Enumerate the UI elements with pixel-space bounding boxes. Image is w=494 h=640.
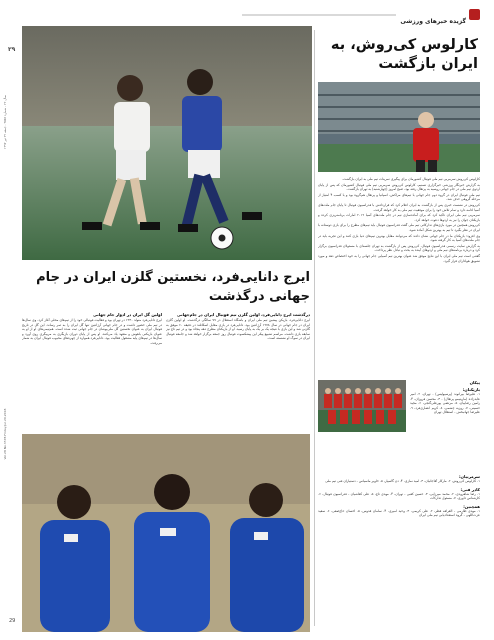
column-divider	[314, 30, 315, 626]
taj-team-photo	[22, 434, 310, 632]
article1-title: کارلوس کی‌روش، به ایران بازگشت	[330, 37, 478, 72]
article1-paragraph: وی افزود: بازیکنان ما در جام جهانی نشان دادند که می‌توانند مقابل بهترین تیم‌های دنیا بازی کنند و این تجربه باید در جام ملت‌های آسیا به کار گرفته شود.	[318, 233, 480, 243]
article2-text-right: ایرج دانایی‌فرد، بازیکن پیشین تیم ملی ایران و باشگاه استقلال در ۷۷ سالگی درگذشت. او اولین گلزن ایران در جام جهانی در سال ۱۹۷۸ آرژانتین بود. دانایی‌فرد در بازی مقابل اسکاتلند در دقیقه ۶۰ موفق به گلزنی شد و این بازی با نتیجه یک بر یک به پایان رسید. او از بازیکنان مطرح دهه پنجاه بود و در تیم تاج نیز سابقه بازی داشت. مراسم تشییع پیکر این پیشکسوت فوتبال روز جمعه برگزار خواهد شد و جامعه فوتبال ایران در سوگ او نشسته است.	[166, 318, 310, 341]
team-photo	[318, 380, 406, 432]
vintage-match-photo	[22, 26, 312, 260]
article1-paragraph: تیم ملی فوتبال ایران در گروه دوم جام جهانی با تیم‌های مراکش، اسپانیا و پرتغال هم‌گروه بود و با کسب ۴ امتیاز از مرحله گروهی حذف شد.	[318, 192, 480, 202]
extras-list: ۱. مهدی طارمی - الغرافه قطر، ۲. علی کریمی، ۳. وحید امیری، ۴. سامان قدوس، ۵. احسان حاج‌صفی، ۶. سعید عزت‌اللهی - گروه استعدادیابی تیم ملی ایران	[318, 508, 480, 518]
team-lineup-illustration	[318, 380, 406, 432]
article1-paragraph: کی‌روش در نشست خبری پس از بازگشت به ایران اعلام کرد که قراردادش با فدراسیون فوتبال تا پایان جام ملت‌های آسیا ادامه دارد و تمام تلاش خود را برای موفقیت تیم ملی به کار خواهد گرفت.	[318, 202, 480, 212]
article1-paragraph: گفتنی است تیم ملی ایران با این نتایج موفق شد عنوان بهترین تیم آسیایی جام جهانی را به خود اختصاص دهد و مورد تشویق هواداران قرار گیرد.	[318, 253, 480, 263]
article1-paragraph: سرمربی تیم ملی ایران تاکید کرد که برای آماده‌سازی تیم در جام ملت‌های آسیا ۲۰۱۹ امارات برنامه‌ریزی کرده و بازیکنان جوان را نیز به اردوها دعوت خواهد کرد.	[318, 213, 480, 222]
header-accent-bar	[242, 14, 422, 16]
lists-block	[318, 474, 480, 624]
lists-side-box	[410, 380, 480, 472]
article2-col-left	[22, 312, 162, 430]
players-list: ۱. علیرضا بیرانوند (پرسپولیس) - تهران، ۲. امیر عابدزاده (ماریتیمو پرتغال) - ۳. محسن فروزان، ۴. رامین رضاییان، ۵. مرتضی پورعلی‌گنجی، ۶. مجید حسینی، ۷. روزبه چشمی، ۸. کریم انصاری‌فرد، ۹. علیرضا جهانبخش - استقلال تهران	[410, 392, 480, 415]
extras-heading: همچنین:	[463, 503, 480, 509]
vertical-date-top: سال ۲۲ - شماره ۳۵۷۸ - جمعه ۲۹ تیر ۱۳۹۷	[3, 95, 7, 149]
article2-subhead-left: اولین گل ایران در ادوار جام جهانی	[93, 312, 162, 317]
coaches-list: ۱. کارلوس کی‌روش، ۲. مارکار آقاجانیان، ۳. امید نمازی، ۴. دن گاسپار، ۵. خاویر ماسیاس - دستیاران فنی تیم ملی	[325, 479, 480, 483]
stadium-kiroosh-illustration	[318, 82, 480, 172]
taj-players-illustration	[22, 434, 310, 632]
page-number-bottom: 29	[9, 618, 16, 624]
article1-paragraph: به گزارش سایت رسمی فدراسیون فوتبال، کی‌روش پس از بازگشت به تهران جلسه‌ای با مسئولان فدراسیون برگزار کرد و درباره برنامه‌های تیم ملی و اردوهای آینده به بحث و تبادل نظر پرداخت.	[318, 243, 480, 253]
article1-paragraph: کارلوس کی‌روش سرمربی تیم ملی فوتبال کشورمان برای پیگیری تمرینات تیم ملی به ایران بازگشت.	[342, 177, 480, 181]
team-caption: پیکان	[469, 380, 480, 385]
section-header	[242, 8, 480, 25]
article2-subhead-right: درگذشت ایرج دانایی‌فرد، اولین گلزن تیم فوتبال ایران در جام‌جهانی	[177, 312, 310, 317]
kiroosh-photo	[318, 82, 480, 172]
section-title: گزیده خبرهای ورزشی	[400, 18, 466, 25]
players-heading: بازیکنان:	[462, 387, 480, 392]
article2-text-left: ایرج دانایی‌فرد متولد ۱۳۳۰ در تهران بود و فعالیت فوتبالی خود را از تیم‌های محلی آغاز کرد. وی سال‌ها در تیم ملی حضور داشت و در جام جهانی آرژانتین تنها گل ایران را به ثمر رساند. این گل در تاریخ فوتبال ایران به عنوان نخستین گل ملی‌پوشان در جام جهانی ثبت شده است. هم‌تیمی‌های او از او به عنوان بازیکنی باهوش و متعهد یاد می‌کنند. او پس از پایان دوران بازیگری به مربیگری روی آورد و سال‌ها در تیم‌های پایه مشغول فعالیت بود. دانایی‌فرد همواره از چهره‌های محبوب فوتبال ایران به شمار می‌رفت.	[22, 318, 162, 345]
vintage-match-illustration	[22, 26, 312, 260]
article1-paragraph: به گزارش خبرنگار ورزشی خبرگزاری تسنیم، کارلوس کی‌روش سرمربی تیم ملی فوتبال کشورمان که پس از پایان اردوی تیم ملی در جام جهانی روسیه به پرتغال رفته بود، صبح امروز (چهارشنبه) به تهران بازگشت.	[318, 182, 480, 192]
article1-paragraph: کی‌روش همچنین در مورد بازی‌های تدارکاتی تیم ملی گفت فدراسیون فوتبال باید تیم‌های مطرح را برای بازی دوستانه با ایران در نظر بگیرد تا تیم به بهترین شکل آماده شود.	[318, 223, 480, 232]
vertical-date-bottom: Vol.28 No.3578 Friday,Jul.20,2018	[3, 408, 7, 460]
page-number-top: ۲۹	[8, 46, 16, 53]
header-logo-icon	[469, 9, 480, 20]
staff-heading: کادر فنی:	[460, 486, 480, 492]
article2-title: ایرج دانایی‌فرد، نخستین گلزن ایران در جام جهانی درگذشت	[36, 270, 310, 304]
article2-col-right	[166, 312, 310, 430]
coaches-heading: سرمربیان:	[458, 474, 480, 479]
header-title-box	[396, 8, 466, 25]
article1-body	[318, 177, 480, 379]
staff-list: ۱. رضا شاهرودی، ۲. محمد میرزایی، ۳. حسین کعبی - تهران، ۴. مهدی تاج، ۵. علی کفاشیان - فدراسیون فوتبال، ۶. کارشناس داوری، ۷. مسئول تدارکات	[318, 491, 480, 501]
